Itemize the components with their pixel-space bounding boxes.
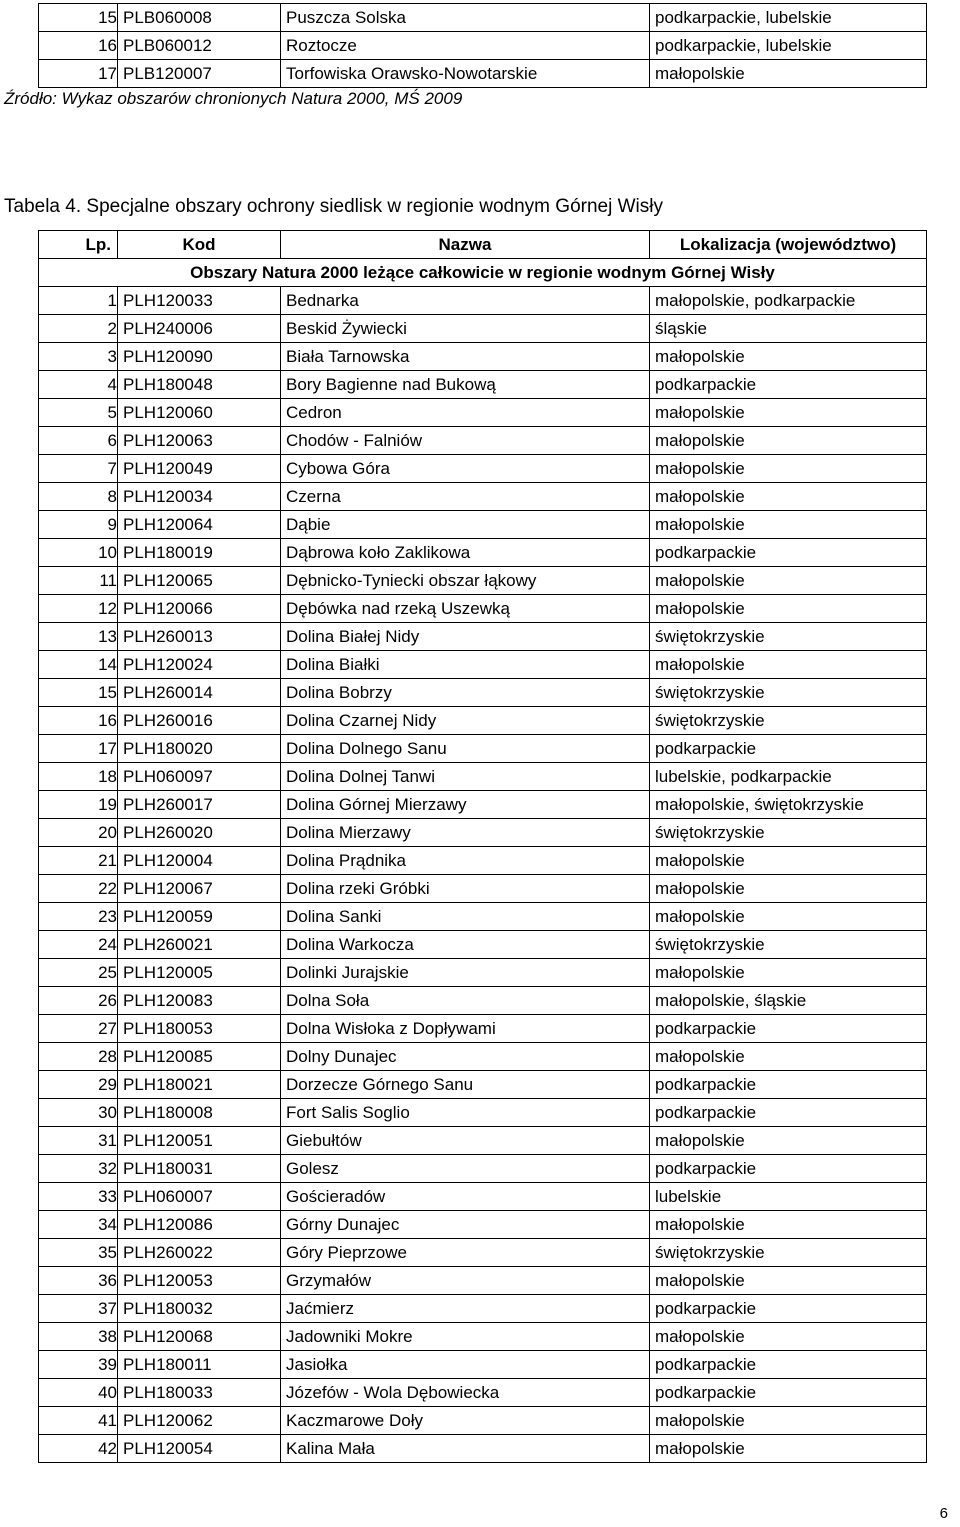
cell-nazwa: Dębnicko-Tyniecki obszar łąkowy — [281, 567, 650, 595]
cell-lp: 32 — [39, 1155, 118, 1183]
cell-kod: PLB120007 — [118, 60, 281, 88]
cell-nazwa: Dolna Soła — [281, 987, 650, 1015]
cell-lokalizacja: małopolskie, podkarpackie — [650, 287, 927, 315]
table-row — [39, 1267, 927, 1295]
cell-kod: PLH260021 — [118, 931, 281, 959]
cell-kod: PLH120066 — [118, 595, 281, 623]
cell-kod: PLH120054 — [118, 1435, 281, 1463]
cell-nazwa: Dolina Białej Nidy — [281, 623, 650, 651]
cell-kod: PLH180048 — [118, 371, 281, 399]
source-note: Źródło: Wykaz obszarów chronionych Natura 2000, MŚ 2009 — [4, 89, 463, 108]
cell-nazwa: Torfowiska Orawsko-Nowotarskie — [281, 60, 650, 88]
cell-kod: PLH260020 — [118, 819, 281, 847]
cell-kod: PLH180053 — [118, 1015, 281, 1043]
cell-lokalizacja: małopolskie — [650, 343, 927, 371]
habitat-areas-body — [39, 287, 927, 1463]
table-row — [39, 819, 927, 847]
cell-kod: PLH260022 — [118, 1239, 281, 1267]
cell-nazwa: Gościeradów — [281, 1183, 650, 1211]
cell-kod: PLH060097 — [118, 763, 281, 791]
cell-kod: PLH120059 — [118, 903, 281, 931]
continued-table — [38, 3, 927, 88]
cell-lp: 31 — [39, 1127, 118, 1155]
cell-lokalizacja: małopolskie — [650, 511, 927, 539]
cell-nazwa: Dolina Warkocza — [281, 931, 650, 959]
cell-lokalizacja: małopolskie — [650, 455, 927, 483]
table-row — [39, 735, 927, 763]
cell-lp: 15 — [39, 679, 118, 707]
cell-kod: PLH260014 — [118, 679, 281, 707]
cell-lokalizacja: podkarpackie — [650, 1155, 927, 1183]
cell-kod: PLH260016 — [118, 707, 281, 735]
header-kod: Kod — [118, 231, 281, 259]
header-lp: Lp. — [39, 231, 118, 259]
cell-lokalizacja: małopolskie — [650, 60, 927, 88]
cell-kod: PLH180021 — [118, 1071, 281, 1099]
cell-lp: 42 — [39, 1435, 118, 1463]
cell-lp: 12 — [39, 595, 118, 623]
cell-lokalizacja: podkarpackie — [650, 539, 927, 567]
table-row — [39, 1295, 927, 1323]
table-row — [39, 1323, 927, 1351]
cell-lp: 25 — [39, 959, 118, 987]
cell-nazwa: Grzymałów — [281, 1267, 650, 1295]
table-row — [39, 679, 927, 707]
cell-lp: 21 — [39, 847, 118, 875]
section-row — [39, 259, 927, 287]
cell-lp: 5 — [39, 399, 118, 427]
table-row — [39, 595, 927, 623]
cell-lp: 13 — [39, 623, 118, 651]
cell-lokalizacja: podkarpackie — [650, 1071, 927, 1099]
section-title: Obszary Natura 2000 leżące całkowicie w regionie wodnym Górnej Wisły — [39, 259, 927, 287]
header-nazwa: Nazwa — [281, 231, 650, 259]
cell-nazwa: Cybowa Góra — [281, 455, 650, 483]
cell-lokalizacja: małopolskie — [650, 651, 927, 679]
table-row — [39, 707, 927, 735]
cell-nazwa: Dolina Górnej Mierzawy — [281, 791, 650, 819]
table-row — [39, 371, 927, 399]
table-row — [39, 455, 927, 483]
cell-kod: PLH120024 — [118, 651, 281, 679]
cell-kod: PLH180011 — [118, 1351, 281, 1379]
cell-nazwa: Dolny Dunajec — [281, 1043, 650, 1071]
cell-kod: PLH120064 — [118, 511, 281, 539]
cell-lp: 11 — [39, 567, 118, 595]
cell-nazwa: Dolina Prądnika — [281, 847, 650, 875]
cell-nazwa: Dolinki Jurajskie — [281, 959, 650, 987]
table-row — [39, 539, 927, 567]
cell-kod: PLH120067 — [118, 875, 281, 903]
cell-nazwa: Dolina Bobrzy — [281, 679, 650, 707]
table-row — [39, 1015, 927, 1043]
cell-kod: PLH120083 — [118, 987, 281, 1015]
cell-lokalizacja: świętokrzyskie — [650, 1239, 927, 1267]
cell-lokalizacja: małopolskie — [650, 1043, 927, 1071]
cell-lokalizacja: małopolskie — [650, 427, 927, 455]
table-row — [39, 427, 927, 455]
cell-lp: 2 — [39, 315, 118, 343]
cell-nazwa: Chodów - Falniów — [281, 427, 650, 455]
cell-lp: 18 — [39, 763, 118, 791]
cell-lokalizacja: świętokrzyskie — [650, 819, 927, 847]
table-row — [39, 567, 927, 595]
cell-nazwa: Bednarka — [281, 287, 650, 315]
cell-kod: PLH120062 — [118, 1407, 281, 1435]
table-row — [39, 1351, 927, 1379]
table-row — [39, 623, 927, 651]
cell-lokalizacja: lubelskie — [650, 1183, 927, 1211]
table-row — [39, 1211, 927, 1239]
cell-nazwa: Puszcza Solska — [281, 4, 650, 32]
table-row — [39, 903, 927, 931]
cell-kod: PLH120033 — [118, 287, 281, 315]
cell-nazwa: Dębówka nad rzeką Uszewką — [281, 595, 650, 623]
table-row — [39, 931, 927, 959]
cell-kod: PLH240006 — [118, 315, 281, 343]
page-number: 6 — [939, 1505, 948, 1522]
cell-nazwa: Dolna Wisłoka z Dopływami — [281, 1015, 650, 1043]
cell-lp: 33 — [39, 1183, 118, 1211]
table-row — [39, 847, 927, 875]
cell-lokalizacja: małopolskie, świętokrzyskie — [650, 791, 927, 819]
cell-lokalizacja: świętokrzyskie — [650, 931, 927, 959]
cell-lokalizacja: podkarpackie — [650, 371, 927, 399]
cell-lp: 39 — [39, 1351, 118, 1379]
cell-nazwa: Dorzecze Górnego Sanu — [281, 1071, 650, 1099]
table-row — [39, 1155, 927, 1183]
table-row — [39, 1071, 927, 1099]
cell-kod: PLH180031 — [118, 1155, 281, 1183]
table-row — [39, 343, 927, 371]
table-row — [39, 1183, 927, 1211]
table-row — [39, 1239, 927, 1267]
cell-kod: PLH120060 — [118, 399, 281, 427]
cell-kod: PLH120004 — [118, 847, 281, 875]
habitat-areas-table — [38, 230, 927, 1463]
cell-lp: 17 — [39, 735, 118, 763]
cell-lokalizacja: podkarpackie — [650, 1351, 927, 1379]
table-caption: Tabela 4. Specjalne obszary ochrony siedlisk w regionie wodnym Górnej Wisły — [4, 196, 663, 217]
cell-lp: 16 — [39, 32, 118, 60]
cell-lp: 1 — [39, 287, 118, 315]
cell-lokalizacja: małopolskie — [650, 1323, 927, 1351]
table-row — [39, 875, 927, 903]
cell-kod: PLH120063 — [118, 427, 281, 455]
cell-lokalizacja: małopolskie — [650, 567, 927, 595]
cell-nazwa: Dąbie — [281, 511, 650, 539]
cell-lokalizacja: podkarpackie — [650, 1295, 927, 1323]
cell-lp: 27 — [39, 1015, 118, 1043]
cell-nazwa: Dolina Dolnej Tanwi — [281, 763, 650, 791]
cell-kod: PLH120051 — [118, 1127, 281, 1155]
cell-nazwa: Giebułtów — [281, 1127, 650, 1155]
cell-lokalizacja: małopolskie — [650, 1127, 927, 1155]
cell-lp: 23 — [39, 903, 118, 931]
cell-lokalizacja: podkarpackie — [650, 1379, 927, 1407]
table-row — [39, 959, 927, 987]
cell-lp: 19 — [39, 791, 118, 819]
cell-lp: 8 — [39, 483, 118, 511]
cell-lp: 29 — [39, 1071, 118, 1099]
cell-lp: 34 — [39, 1211, 118, 1239]
cell-nazwa: Jasiołka — [281, 1351, 650, 1379]
cell-kod: PLH260017 — [118, 791, 281, 819]
cell-nazwa: Góry Pieprzowe — [281, 1239, 650, 1267]
cell-lokalizacja: małopolskie — [650, 875, 927, 903]
cell-lp: 41 — [39, 1407, 118, 1435]
table-row — [39, 483, 927, 511]
table-row — [39, 763, 927, 791]
table-header-row — [39, 231, 927, 259]
table-row — [39, 287, 927, 315]
cell-nazwa: Dolina Czarnej Nidy — [281, 707, 650, 735]
cell-lp: 4 — [39, 371, 118, 399]
cell-lokalizacja: małopolskie — [650, 1267, 927, 1295]
cell-kod: PLH120068 — [118, 1323, 281, 1351]
cell-kod: PLH180019 — [118, 539, 281, 567]
table-row — [39, 315, 927, 343]
cell-nazwa: Bory Bagienne nad Bukową — [281, 371, 650, 399]
cell-lp: 40 — [39, 1379, 118, 1407]
cell-nazwa: Kaczmarowe Doły — [281, 1407, 650, 1435]
cell-lp: 22 — [39, 875, 118, 903]
cell-lp: 20 — [39, 819, 118, 847]
table-row — [39, 1435, 927, 1463]
table-row — [39, 32, 927, 60]
cell-kod: PLB060008 — [118, 4, 281, 32]
cell-lokalizacja: podkarpackie — [650, 1099, 927, 1127]
table-row — [39, 60, 927, 88]
table-row — [39, 791, 927, 819]
cell-nazwa: Roztocze — [281, 32, 650, 60]
cell-kod: PLH180032 — [118, 1295, 281, 1323]
cell-lokalizacja: małopolskie, śląskie — [650, 987, 927, 1015]
cell-lp: 24 — [39, 931, 118, 959]
cell-lokalizacja: małopolskie — [650, 483, 927, 511]
cell-lokalizacja: małopolskie — [650, 1211, 927, 1239]
cell-lokalizacja: świętokrzyskie — [650, 707, 927, 735]
table-row — [39, 4, 927, 32]
cell-kod: PLH120085 — [118, 1043, 281, 1071]
cell-lp: 3 — [39, 343, 118, 371]
cell-nazwa: Cedron — [281, 399, 650, 427]
cell-lp: 28 — [39, 1043, 118, 1071]
cell-nazwa: Dolina Dolnego Sanu — [281, 735, 650, 763]
table-row — [39, 1379, 927, 1407]
cell-lp: 36 — [39, 1267, 118, 1295]
cell-nazwa: Górny Dunajec — [281, 1211, 650, 1239]
cell-lokalizacja: małopolskie — [650, 903, 927, 931]
cell-kod: PLH120005 — [118, 959, 281, 987]
table-row — [39, 1099, 927, 1127]
cell-nazwa: Dolina Sanki — [281, 903, 650, 931]
cell-kod: PLH180033 — [118, 1379, 281, 1407]
cell-nazwa: Dąbrowa koło Zaklikowa — [281, 539, 650, 567]
cell-nazwa: Dolina Mierzawy — [281, 819, 650, 847]
continued-table-body — [39, 4, 927, 88]
cell-lokalizacja: podkarpackie, lubelskie — [650, 32, 927, 60]
cell-kod: PLH120090 — [118, 343, 281, 371]
cell-lokalizacja: świętokrzyskie — [650, 679, 927, 707]
cell-lp: 30 — [39, 1099, 118, 1127]
cell-lokalizacja: małopolskie — [650, 399, 927, 427]
cell-kod: PLH180020 — [118, 735, 281, 763]
cell-lp: 9 — [39, 511, 118, 539]
cell-lp: 16 — [39, 707, 118, 735]
table-row — [39, 651, 927, 679]
cell-nazwa: Dolina Białki — [281, 651, 650, 679]
table-row — [39, 399, 927, 427]
cell-kod: PLH060007 — [118, 1183, 281, 1211]
cell-nazwa: Dolina rzeki Gróbki — [281, 875, 650, 903]
cell-nazwa: Fort Salis Soglio — [281, 1099, 650, 1127]
cell-lp: 14 — [39, 651, 118, 679]
cell-lokalizacja: podkarpackie — [650, 735, 927, 763]
cell-lokalizacja: świętokrzyskie — [650, 623, 927, 651]
cell-lokalizacja: podkarpackie — [650, 1015, 927, 1043]
cell-lp: 37 — [39, 1295, 118, 1323]
table-row — [39, 511, 927, 539]
cell-lp: 7 — [39, 455, 118, 483]
cell-kod: PLB060012 — [118, 32, 281, 60]
table-row — [39, 1407, 927, 1435]
cell-nazwa: Jaćmierz — [281, 1295, 650, 1323]
cell-lokalizacja: lubelskie, podkarpackie — [650, 763, 927, 791]
cell-kod: PLH120065 — [118, 567, 281, 595]
cell-kod: PLH120053 — [118, 1267, 281, 1295]
cell-lp: 15 — [39, 4, 118, 32]
cell-lokalizacja: małopolskie — [650, 1435, 927, 1463]
cell-nazwa: Józefów - Wola Dębowiecka — [281, 1379, 650, 1407]
cell-nazwa: Jadowniki Mokre — [281, 1323, 650, 1351]
cell-lokalizacja: małopolskie — [650, 1407, 927, 1435]
table-row — [39, 1127, 927, 1155]
cell-lp: 6 — [39, 427, 118, 455]
cell-lokalizacja: śląskie — [650, 315, 927, 343]
cell-lp: 10 — [39, 539, 118, 567]
cell-kod: PLH120049 — [118, 455, 281, 483]
cell-lokalizacja: małopolskie — [650, 959, 927, 987]
header-lokalizacja: Lokalizacja (województwo) — [650, 231, 927, 259]
cell-nazwa: Kalina Mała — [281, 1435, 650, 1463]
cell-lokalizacja: małopolskie — [650, 595, 927, 623]
cell-kod: PLH260013 — [118, 623, 281, 651]
cell-lp: 35 — [39, 1239, 118, 1267]
cell-lp: 38 — [39, 1323, 118, 1351]
cell-nazwa: Beskid Żywiecki — [281, 315, 650, 343]
cell-kod: PLH120034 — [118, 483, 281, 511]
cell-nazwa: Biała Tarnowska — [281, 343, 650, 371]
table-row — [39, 1043, 927, 1071]
cell-lokalizacja: podkarpackie, lubelskie — [650, 4, 927, 32]
cell-nazwa: Czerna — [281, 483, 650, 511]
cell-kod: PLH120086 — [118, 1211, 281, 1239]
table-row — [39, 987, 927, 1015]
cell-lp: 26 — [39, 987, 118, 1015]
cell-lp: 17 — [39, 60, 118, 88]
cell-kod: PLH180008 — [118, 1099, 281, 1127]
cell-nazwa: Golesz — [281, 1155, 650, 1183]
cell-lokalizacja: małopolskie — [650, 847, 927, 875]
